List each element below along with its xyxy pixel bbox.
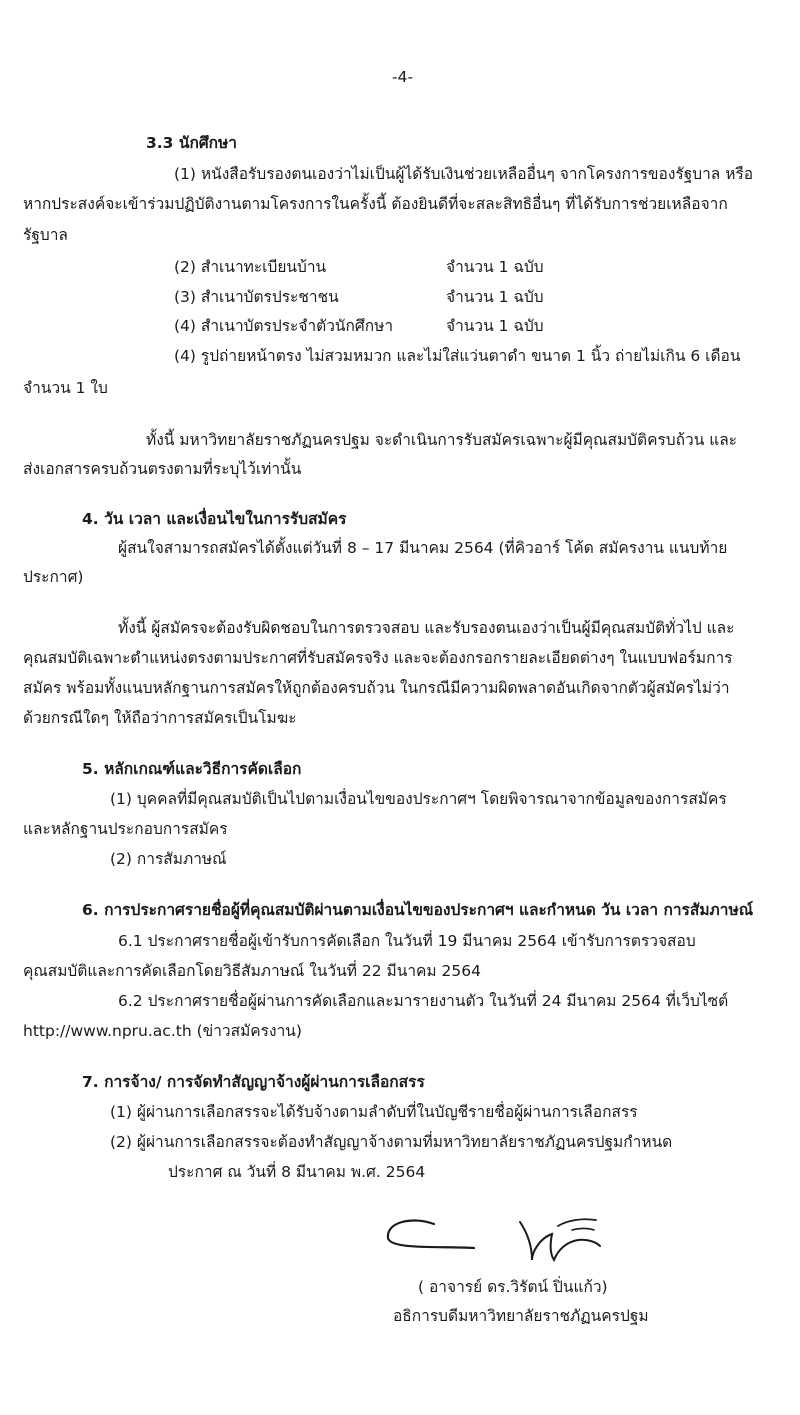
signature-image xyxy=(382,1212,612,1268)
doc-item-label: (3) สำเนาบัตรประชาชน xyxy=(174,288,339,306)
s7-item2: (2) ผู้ผ่านการเลือกสรรจะต้องทำสัญญาจ้างตามที่มหาวิทยาลัยราชภัฏนครปฐมกำหนด xyxy=(110,1133,673,1151)
s4-p2-line2: คุณสมบัติเฉพาะตำแหน่งตรงตามประกาศที่รับสมัครจริง และจะต้องกรอกรายละเอียดต่างๆ ในแบบฟอร์มการ xyxy=(23,649,733,667)
s33-item1-line1: (1) หนังสือรับรองตนเองว่าไม่เป็นผู้ได้รับเงินช่วยเหลืออื่นๆ จากโครงการของรัฐบาล หรือ xyxy=(174,165,754,183)
s4-p2-line3: สมัคร พร้อมทั้งแนบหลักฐานการสมัครให้ถูกต้องครบถ้วน ในกรณีมีความผิดพลาดอันเกิดจากตัวผู้สมัครไม่ว่า xyxy=(23,679,730,697)
note-line1: ทั้งนี้ มหาวิทยาลัยราชภัฏนครปฐม จะดำเนินการรับสมัครเฉพาะผู้มีคุณสมบัติครบถ้วน และ xyxy=(146,431,738,449)
photo-line2: จำนวน 1 ใบ xyxy=(23,379,108,397)
s4-p2-line4: ด้วยกรณีใดๆ ให้ถือว่าการสมัครเป็นโมฆะ xyxy=(23,709,297,727)
s6-1-line1: 6.1 ประกาศรายชื่อผู้เข้ารับการคัดเลือก ในวันที่ 19 มีนาคม 2564 เข้ารับการตรวจสอบ xyxy=(118,932,696,950)
photo-line1: (4) รูปถ่ายหน้าตรง ไม่สวมหมวก และไม่ใส่แว่นตาดำ ขนาด 1 นิ้ว ถ่ายไม่เกิน 6 เดือน xyxy=(174,347,741,365)
section-7-heading: 7. การจ้าง/ การจัดทำสัญญาจ้างผู้ผ่านการเลือกสรร xyxy=(82,1073,425,1091)
s6-1-line2: คุณสมบัติและการคัดเลือกโดยวิธีสัมภาษณ์ ในวันที่ 22 มีนาคม 2564 xyxy=(23,962,481,980)
section-3-3-heading: 3.3 นักศึกษา xyxy=(146,134,237,152)
s6-2-line2: http://www.npru.ac.th (ข่าวสมัครงาน) xyxy=(23,1022,302,1040)
signatory-title: อธิการบดีมหาวิทยาลัยราชภัฏนครปฐม xyxy=(393,1307,649,1325)
note-line2: ส่งเอกสารครบถ้วนตรงตามที่ระบุไว้เท่านั้น xyxy=(23,460,302,478)
section-5-heading: 5. หลักเกณฑ์และวิธีการคัดเลือก xyxy=(82,760,302,778)
s4-p2-line1: ทั้งนี้ ผู้สมัครจะต้องรับผิดชอบในการตรวจสอบ และรับรองตนเองว่าเป็นผู้มีคุณสมบัติทั่วไป และ xyxy=(118,619,735,637)
s33-item1-line3: รัฐบาล xyxy=(23,226,68,244)
doc-item-label: (2) สำเนาทะเบียนบ้าน xyxy=(174,258,327,276)
doc-item-label: (4) สำเนาบัตรประจำตัวนักศึกษา xyxy=(174,317,394,335)
section-4-heading: 4. วัน เวลา และเงื่อนไขในการรับสมัคร xyxy=(82,510,347,528)
s5-item2: (2) การสัมภาษณ์ xyxy=(110,850,227,868)
s7-item1: (1) ผู้ผ่านการเลือกสรรจะได้รับจ้างตามลำดับที่ในบัญชีรายชื่อผู้ผ่านการเลือกสรร xyxy=(110,1103,638,1121)
s5-item1-line1: (1) บุคคลที่มีคุณสมบัติเป็นไปตามเงื่อนไขของประกาศฯ โดยพิจารณาจากข้อมูลของการสมัคร xyxy=(110,790,727,808)
s4-p1-line2: ประกาศ) xyxy=(23,568,84,586)
doc-item-qty: จำนวน 1 ฉบับ xyxy=(446,258,544,276)
s33-item1-line2: หากประสงค์จะเข้าร่วมปฏิบัติงานตามโครงการในครั้งนี้ ต้องยินดีที่จะสละสิทธิอื่นๆ ที่ได้รับการช่วยเหลือจาก xyxy=(23,195,728,213)
doc-item-qty: จำนวน 1 ฉบับ xyxy=(446,317,544,335)
s6-2-line1: 6.2 ประกาศรายชื่อผู้ผ่านการคัดเลือกและมารายงานตัว ในวันที่ 24 มีนาคม 2564 ที่เว็บไซต์ xyxy=(118,992,729,1010)
doc-item-qty: จำนวน 1 ฉบับ xyxy=(446,288,544,306)
s5-item1-line2: และหลักฐานประกอบการสมัคร xyxy=(23,820,228,838)
s4-p1-line1: ผู้สนใจสามารถสมัครได้ตั้งแต่วันที่ 8 – 17 มีนาคม 2564 (ที่คิวอาร์ โค้ด สมัครงาน แนบท้าย xyxy=(118,539,728,557)
page-number: -4- xyxy=(392,68,414,86)
section-6-heading: 6. การประกาศรายชื่อผู้ที่คุณสมบัติผ่านตามเงื่อนไขของประกาศฯ และกำหนด วัน เวลา การสัมภาษณ์ xyxy=(82,901,754,919)
announcement-date: ประกาศ ณ วันที่ 8 มีนาคม พ.ศ. 2564 xyxy=(168,1163,426,1181)
signatory-name: ( อาจารย์ ดร.วิรัตน์ ปิ่นแก้ว) xyxy=(418,1278,608,1296)
